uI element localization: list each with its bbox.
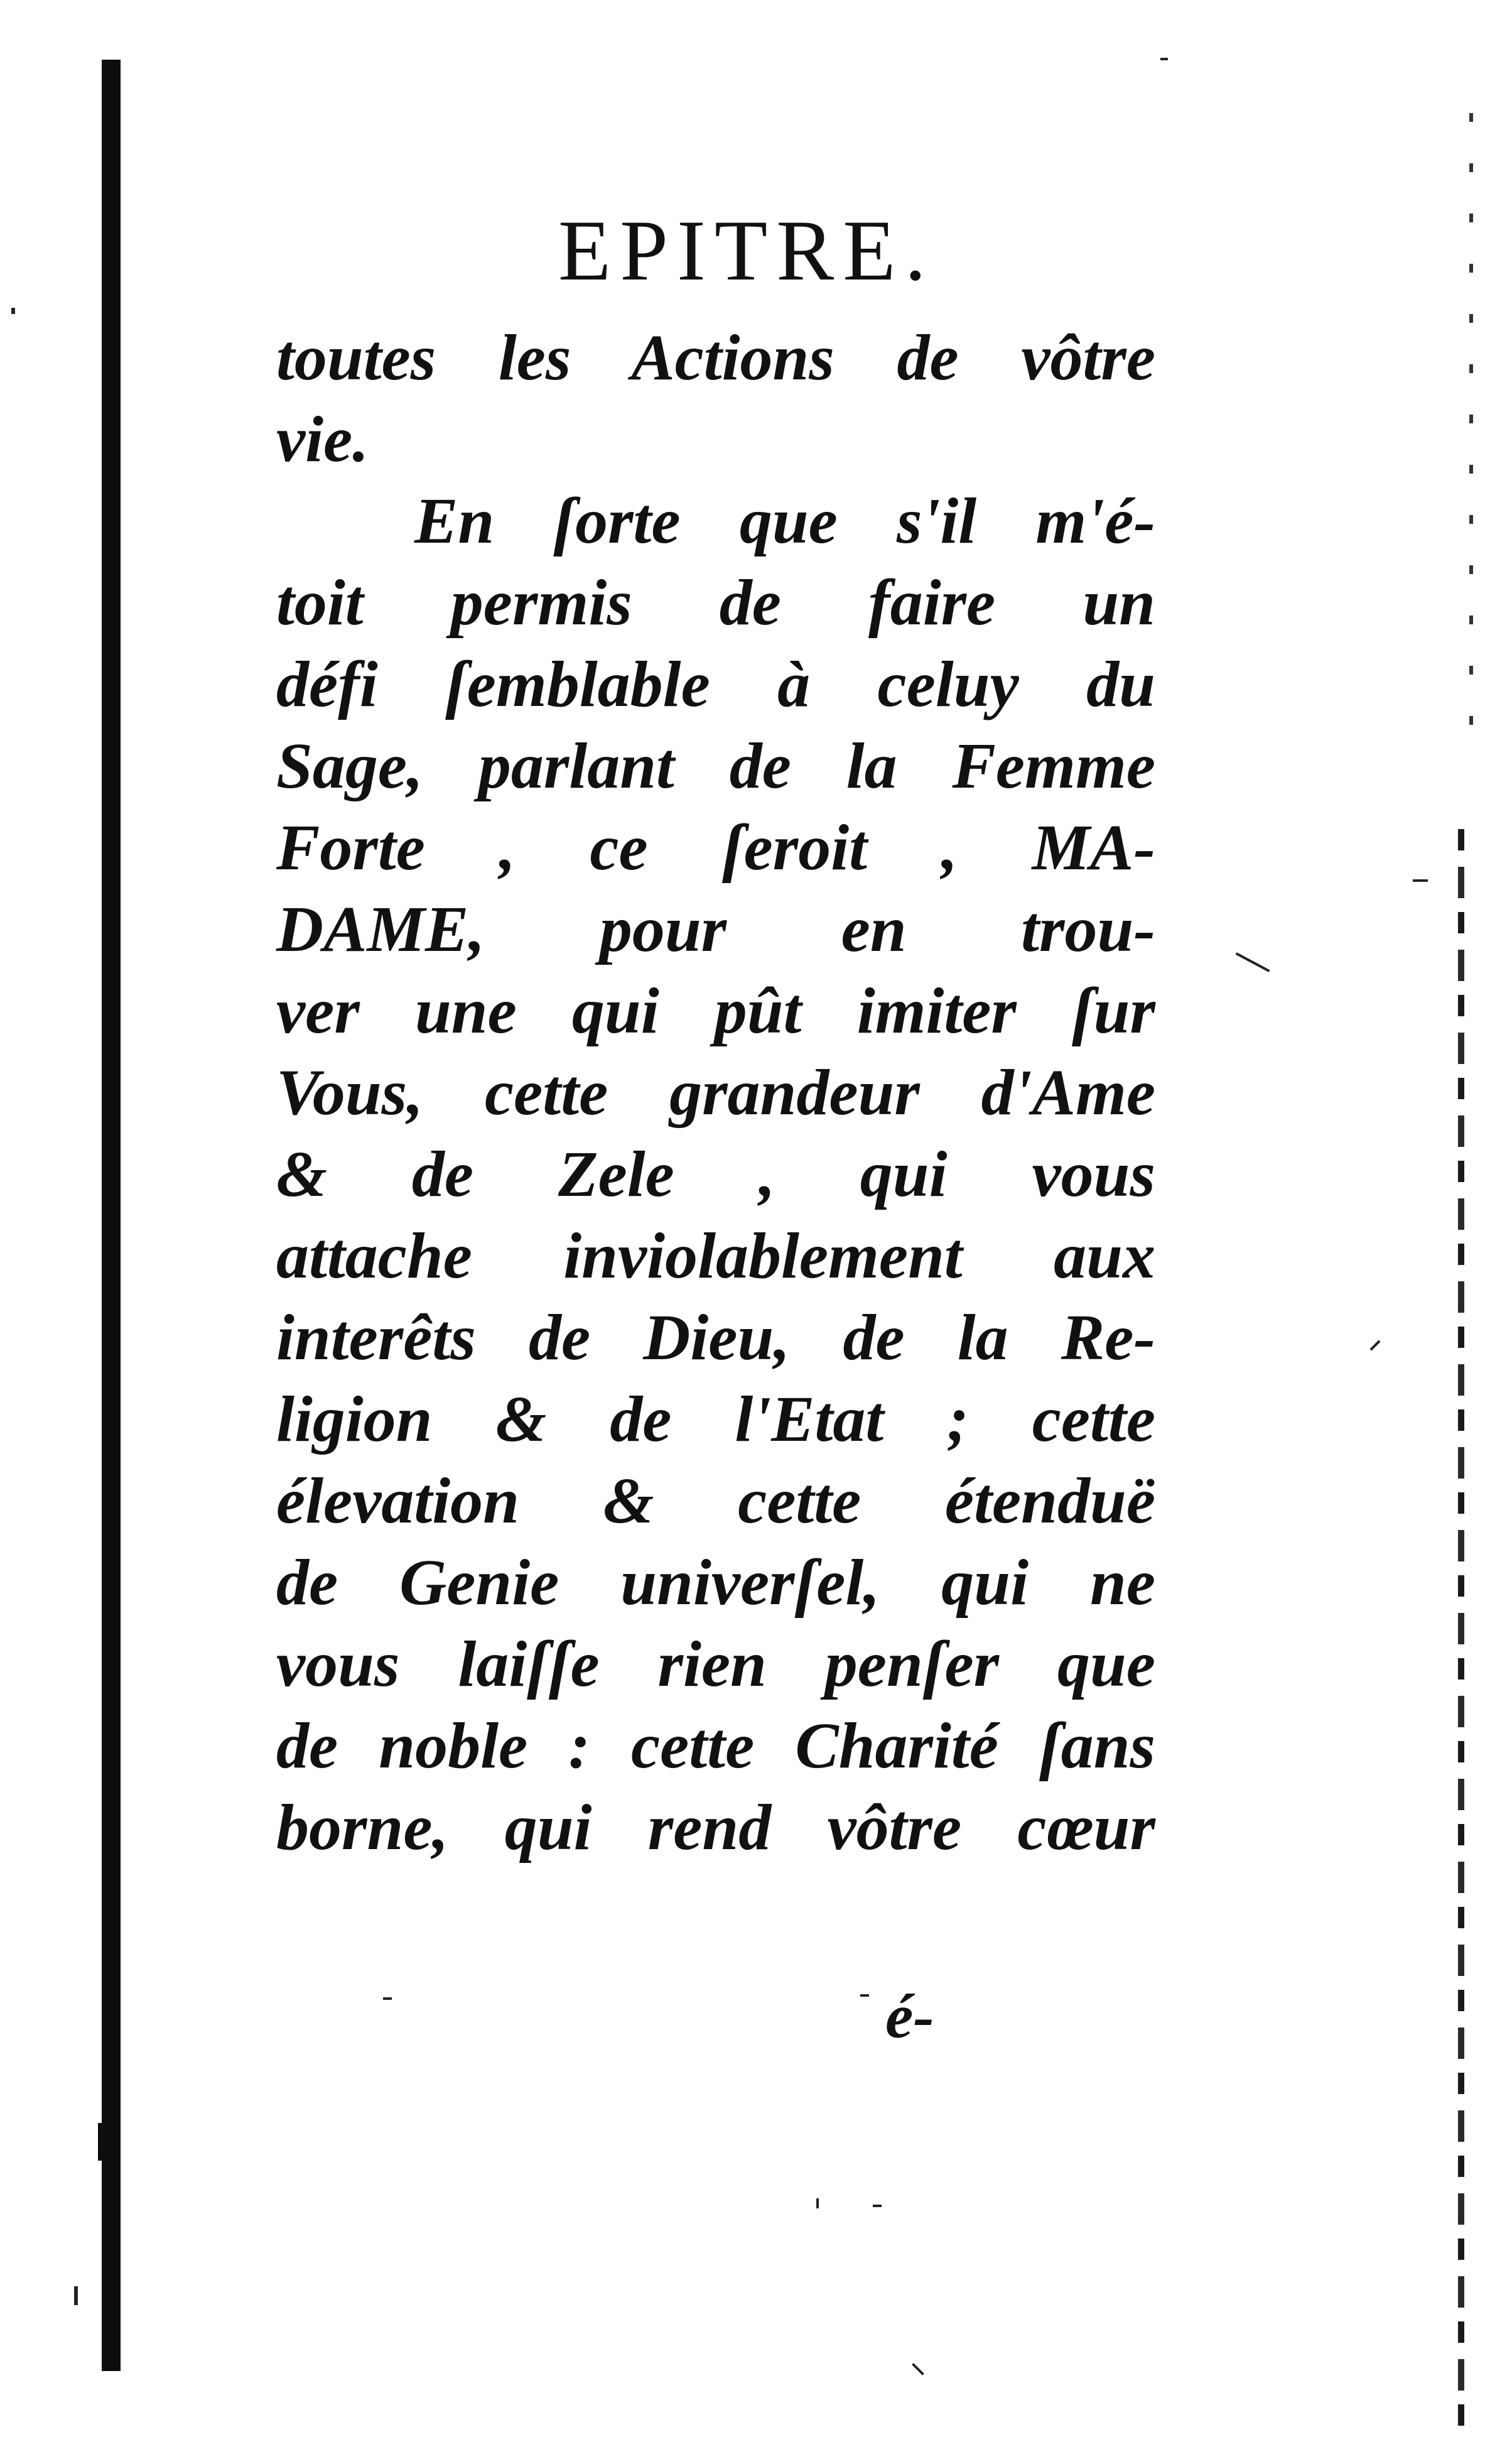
text-line: vie.	[276, 403, 369, 475]
running-head	[0, 202, 1512, 298]
text-line: Forte , ce ſeroit , MA-	[276, 811, 1155, 884]
page-gutter-shadow	[102, 60, 121, 2371]
text-line: de Genie univerſel, qui ne	[276, 1546, 1155, 1619]
text-line: borne, qui rend vôtre cœur	[276, 1791, 1155, 1864]
text-line: & de Zele , qui vous	[276, 1138, 1155, 1210]
text-line: DAME, pour en trou-	[276, 893, 1155, 965]
speck	[873, 2205, 882, 2207]
text-line: interêts de Dieu, de la Re-	[276, 1301, 1155, 1374]
speck	[74, 2286, 78, 2305]
text-line: vous laiſſe rien penſer que	[276, 1628, 1155, 1700]
speck	[1236, 952, 1270, 972]
speck	[912, 2363, 924, 2375]
text-line: élevation & cette étenduë	[276, 1465, 1155, 1537]
speck	[1413, 879, 1428, 882]
speck	[1160, 58, 1168, 60]
speck	[816, 2198, 819, 2208]
speck	[1370, 1340, 1381, 1351]
running-head-text: EPITRE.	[558, 202, 936, 298]
text-line: En ſorte que s'il m'é-	[414, 485, 1155, 557]
text-line: Sage, parlant de la Femme	[276, 730, 1155, 802]
text-line: Vous, cette grandeur d'Ame	[276, 1056, 1155, 1129]
text-line: ligion & de l'Etat ; cette	[276, 1383, 1155, 1455]
text-line: attache inviolablement aux	[276, 1220, 1155, 1292]
page-edge-right	[1458, 829, 1464, 2437]
catchword: é-	[885, 1981, 934, 2051]
text-line: ver une qui pût imiter ſur	[276, 975, 1155, 1047]
speck	[860, 1994, 869, 1997]
speck	[383, 1997, 392, 2000]
gutter-mark	[98, 2123, 109, 2161]
body-text	[276, 317, 1155, 1869]
speck	[11, 308, 15, 314]
text-line: toutes les Actions de vôtre	[276, 322, 1155, 394]
text-line: de noble : cette Charité ſans	[276, 1710, 1155, 1782]
text-line: toit permis de faire un	[276, 567, 1155, 639]
text-line: défi ſemblable à celuy du	[276, 648, 1155, 720]
